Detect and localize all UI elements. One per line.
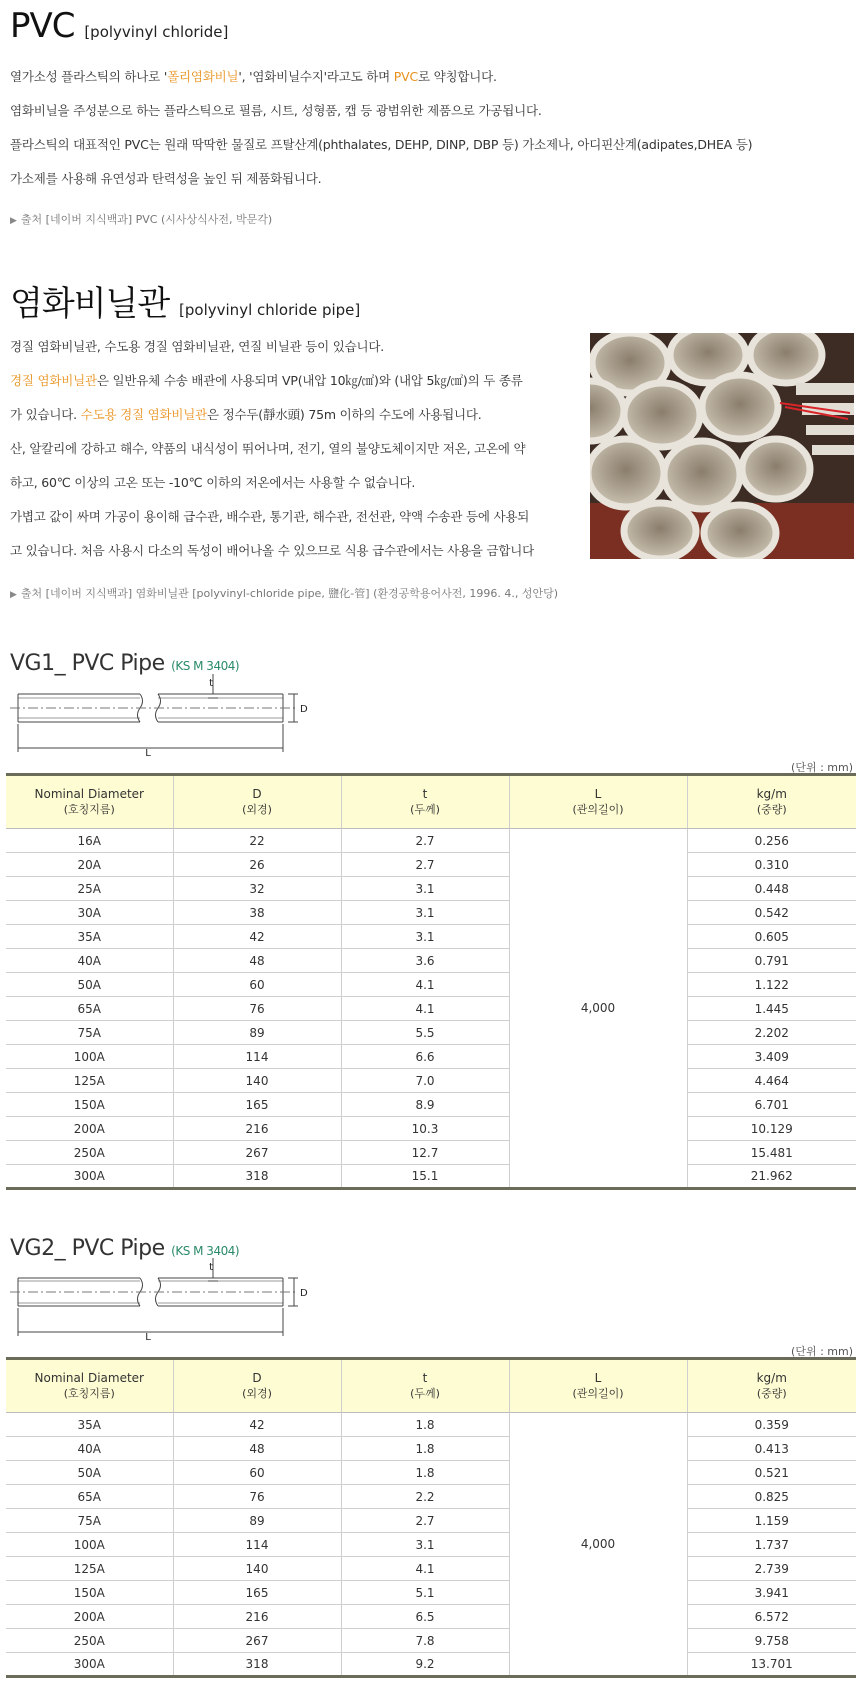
nominal-diameter-cell: 200A <box>6 1605 173 1629</box>
weight-cell: 6.701 <box>687 1093 856 1117</box>
nominal-diameter-cell: 125A <box>6 1069 173 1093</box>
weight-cell: 2.202 <box>687 1021 856 1045</box>
table-row <box>6 1045 856 1069</box>
table-row <box>6 925 856 949</box>
pipe-intro-description <box>10 330 580 568</box>
outer-diameter-cell: 267 <box>173 1141 341 1165</box>
thickness-cell: 10.3 <box>341 1117 509 1141</box>
pvc-line-2: 염화비닐을 주성분으로 하는 플라스틱으로 필름, 시트, 성형품, 캡 등 광범위한 제품으로 가공됩니다. <box>10 103 542 118</box>
thickness-cell: 1.8 <box>341 1437 509 1461</box>
header-thickness: t (두께) <box>341 1359 509 1413</box>
nominal-diameter-cell: 50A <box>6 1461 173 1485</box>
pvc-line-3: 플라스틱의 대표적인 PVC는 원래 딱딱한 물질로 프탈산계(phthalates, DEHP, DINP, DBP 등) 가소제나, 아디핀산계(adipates,DHEA 등) <box>10 137 753 152</box>
vg1-pipe-diagram <box>8 672 308 772</box>
outer-diameter-cell: 140 <box>173 1069 341 1093</box>
table-row <box>6 1165 856 1189</box>
pipe-intro-line-7: 고 있습니다. 처음 사용시 다소의 독성이 배어나올 수 있으므로 식용 급수관에서는 사용을 금합니다 <box>10 543 535 558</box>
table-row <box>6 1141 856 1165</box>
triangle-bullet-icon: ▶ <box>10 590 17 600</box>
outer-diameter-cell: 42 <box>173 1413 341 1437</box>
nominal-diameter-cell: 300A <box>6 1653 173 1677</box>
pipe-intro-line-6: 가볍고 값이 싸며 가공이 용이해 급수관, 배수관, 통기관, 해수관, 전선관, 약액 수송관 등에 사용되 <box>10 509 530 524</box>
table-row <box>6 1509 856 1533</box>
pipe-intro-line-4: 산, 알칼리에 강하고 해수, 약품의 내식성이 뛰어나며, 전기, 열의 불양도체이지만 저온, 고온에 약 <box>10 441 526 456</box>
outer-diameter-cell: 318 <box>173 1653 341 1677</box>
pvc-source: ▶ 출처 [네이버 지식백과] PVC (시사상식사전, 박문각) <box>10 213 273 226</box>
thickness-cell: 2.2 <box>341 1485 509 1509</box>
outer-diameter-cell: 42 <box>173 925 341 949</box>
diagram-label-l: L <box>145 1332 151 1343</box>
weight-cell: 13.701 <box>687 1653 856 1677</box>
outer-diameter-cell: 165 <box>173 1093 341 1117</box>
weight-cell: 10.129 <box>687 1117 856 1141</box>
table-row <box>6 1605 856 1629</box>
outer-diameter-cell: 114 <box>173 1045 341 1069</box>
table-row <box>6 949 856 973</box>
outer-diameter-cell: 48 <box>173 1437 341 1461</box>
thickness-cell: 2.7 <box>341 1509 509 1533</box>
nominal-diameter-cell: 250A <box>6 1629 173 1653</box>
header-nominal-diameter: Nominal Diameter (호칭지름) <box>6 775 173 829</box>
nominal-diameter-cell: 50A <box>6 973 173 997</box>
nominal-diameter-cell: 20A <box>6 853 173 877</box>
pvc-line-4: 가소제를 사용해 유연성과 탄력성을 높인 뒤 제품화됩니다. <box>10 171 322 186</box>
weight-cell: 15.481 <box>687 1141 856 1165</box>
table-row <box>6 829 856 853</box>
nominal-diameter-cell: 65A <box>6 997 173 1021</box>
thickness-cell: 6.6 <box>341 1045 509 1069</box>
outer-diameter-cell: 216 <box>173 1605 341 1629</box>
nominal-diameter-cell: 125A <box>6 1557 173 1581</box>
thickness-cell: 6.5 <box>341 1605 509 1629</box>
header-weight: kg/m (중량) <box>687 1359 856 1413</box>
weight-cell: 21.962 <box>687 1165 856 1189</box>
table-row <box>6 973 856 997</box>
header-outer-diameter: D (외경) <box>173 1359 341 1413</box>
vg2-title: VG2_ PVC Pipe <box>10 1236 165 1261</box>
weight-cell: 0.825 <box>687 1485 856 1509</box>
vg2-pipe-diagram <box>8 1256 308 1356</box>
vg1-title: VG1_ PVC Pipe <box>10 651 165 676</box>
outer-diameter-cell: 32 <box>173 877 341 901</box>
table-row <box>6 1653 856 1677</box>
vg1-header-row <box>6 775 856 829</box>
weight-cell: 0.605 <box>687 925 856 949</box>
weight-cell: 4.464 <box>687 1069 856 1093</box>
pipe-intro-line-5: 하고, 60℃ 이상의 고온 또는 -10℃ 이하의 저온에서는 사용할 수 없습니다. <box>10 475 416 490</box>
nominal-diameter-cell: 300A <box>6 1165 173 1189</box>
outer-diameter-cell: 76 <box>173 1485 341 1509</box>
vg2-spec-table <box>6 1357 856 1678</box>
outer-diameter-cell: 38 <box>173 901 341 925</box>
nominal-diameter-cell: 40A <box>6 1437 173 1461</box>
pvc-title: PVC <box>10 6 75 46</box>
nominal-diameter-cell: 100A <box>6 1045 173 1069</box>
thickness-cell: 4.1 <box>341 973 509 997</box>
thickness-cell: 3.6 <box>341 949 509 973</box>
vg1-spec-table <box>6 773 856 1190</box>
header-length: L (관의길이) <box>509 1359 687 1413</box>
thickness-cell: 8.9 <box>341 1093 509 1117</box>
header-weight: kg/m (중량) <box>687 775 856 829</box>
thickness-cell: 3.1 <box>341 925 509 949</box>
thickness-cell: 2.7 <box>341 829 509 853</box>
weight-cell: 9.758 <box>687 1629 856 1653</box>
weight-cell: 0.413 <box>687 1437 856 1461</box>
weight-cell: 3.409 <box>687 1045 856 1069</box>
length-cell: 4,000 <box>509 829 687 1189</box>
table-row <box>6 1437 856 1461</box>
vg2-header-row <box>6 1359 856 1413</box>
weight-cell: 0.359 <box>687 1413 856 1437</box>
weight-cell: 1.122 <box>687 973 856 997</box>
thickness-cell: 9.2 <box>341 1653 509 1677</box>
outer-diameter-cell: 318 <box>173 1165 341 1189</box>
table-row <box>6 1461 856 1485</box>
outer-diameter-cell: 216 <box>173 1117 341 1141</box>
outer-diameter-cell: 140 <box>173 1557 341 1581</box>
nominal-diameter-cell: 75A <box>6 1021 173 1045</box>
weight-cell: 0.542 <box>687 901 856 925</box>
thickness-cell: 5.5 <box>341 1021 509 1045</box>
nominal-diameter-cell: 250A <box>6 1141 173 1165</box>
weight-cell: 0.256 <box>687 829 856 853</box>
weight-cell: 1.445 <box>687 997 856 1021</box>
pipe-intro-line-1: 경질 염화비닐관, 수도용 경질 염화비닐관, 연질 비닐관 등이 있습니다. <box>10 339 385 354</box>
thickness-cell: 5.1 <box>341 1581 509 1605</box>
weight-cell: 0.310 <box>687 853 856 877</box>
thickness-cell: 1.8 <box>341 1413 509 1437</box>
diagram-label-l: L <box>145 748 151 759</box>
table-row <box>6 853 856 877</box>
pvc-heading <box>10 6 228 46</box>
diagram-label-d: D <box>300 704 308 715</box>
weight-cell: 2.739 <box>687 1557 856 1581</box>
nominal-diameter-cell: 30A <box>6 901 173 925</box>
pvc-description <box>10 60 860 196</box>
table-row <box>6 1413 856 1437</box>
thickness-cell: 3.1 <box>341 901 509 925</box>
pipe-intro-source: ▶ 출처 [네이버 지식백과] 염화비닐관 [polyvinyl-chloride pipe, 鹽化-管] (환경공학용어사전, 1996. 4., 성안당) <box>10 587 559 600</box>
table-row <box>6 1021 856 1045</box>
outer-diameter-cell: 89 <box>173 1509 341 1533</box>
pipe-intro-line-2: 경질 염화비닐관은 일반유체 수송 배관에 사용되며 VP(내압 10㎏/㎠)와 (내압 5㎏/㎠)의 두 종류 <box>10 373 523 388</box>
nominal-diameter-cell: 75A <box>6 1509 173 1533</box>
outer-diameter-cell: 89 <box>173 1021 341 1045</box>
weight-cell: 0.521 <box>687 1461 856 1485</box>
diagram-label-t: t <box>209 1262 213 1273</box>
outer-diameter-cell: 60 <box>173 1461 341 1485</box>
table-row <box>6 1485 856 1509</box>
triangle-bullet-icon: ▶ <box>10 216 17 226</box>
weight-cell: 3.941 <box>687 1581 856 1605</box>
outer-diameter-cell: 26 <box>173 853 341 877</box>
vg2-unit: (단위 : mm) <box>791 1345 853 1358</box>
pvc-subtitle: [polyvinyl chloride] <box>84 23 229 41</box>
table-row <box>6 1093 856 1117</box>
pipe-intro-heading <box>10 276 360 325</box>
nominal-diameter-cell: 16A <box>6 829 173 853</box>
outer-diameter-cell: 60 <box>173 973 341 997</box>
weight-cell: 0.448 <box>687 877 856 901</box>
table-row <box>6 997 856 1021</box>
diagram-label-t: t <box>209 678 213 689</box>
header-nominal-diameter: Nominal Diameter (호칭지름) <box>6 1359 173 1413</box>
table-row <box>6 877 856 901</box>
pvc-line-1: 열가소성 플라스틱의 하나로 '폴리염화비닐', '염화비닐수지'라고도 하며 PVC로 약칭합니다. <box>10 69 497 84</box>
outer-diameter-cell: 76 <box>173 997 341 1021</box>
thickness-cell: 12.7 <box>341 1141 509 1165</box>
outer-diameter-cell: 165 <box>173 1581 341 1605</box>
vg1-unit: (단위 : mm) <box>791 761 853 774</box>
weight-cell: 1.159 <box>687 1509 856 1533</box>
nominal-diameter-cell: 35A <box>6 1413 173 1437</box>
nominal-diameter-cell: 25A <box>6 877 173 901</box>
weight-cell: 1.737 <box>687 1533 856 1557</box>
thickness-cell: 3.1 <box>341 877 509 901</box>
outer-diameter-cell: 22 <box>173 829 341 853</box>
nominal-diameter-cell: 150A <box>6 1093 173 1117</box>
thickness-cell: 15.1 <box>341 1165 509 1189</box>
vg1-standard: (KS M 3404) <box>171 659 240 673</box>
diagram-label-d: D <box>300 1288 308 1299</box>
length-cell: 4,000 <box>509 1413 687 1677</box>
header-thickness: t (두께) <box>341 775 509 829</box>
thickness-cell: 3.1 <box>341 1533 509 1557</box>
thickness-cell: 1.8 <box>341 1461 509 1485</box>
table-row <box>6 1581 856 1605</box>
nominal-diameter-cell: 65A <box>6 1485 173 1509</box>
header-length: L (관의길이) <box>509 775 687 829</box>
thickness-cell: 2.7 <box>341 853 509 877</box>
nominal-diameter-cell: 40A <box>6 949 173 973</box>
pvc-pipe-photo <box>590 333 854 559</box>
pipe-intro-line-3: 가 있습니다. 수도용 경질 염화비닐관은 정수두(靜水頭) 75m 이하의 수도에 사용됩니다. <box>10 407 482 422</box>
thickness-cell: 4.1 <box>341 997 509 1021</box>
table-row <box>6 1069 856 1093</box>
table-row <box>6 1117 856 1141</box>
nominal-diameter-cell: 100A <box>6 1533 173 1557</box>
weight-cell: 6.572 <box>687 1605 856 1629</box>
outer-diameter-cell: 267 <box>173 1629 341 1653</box>
thickness-cell: 7.0 <box>341 1069 509 1093</box>
table-row <box>6 1533 856 1557</box>
header-outer-diameter: D (외경) <box>173 775 341 829</box>
weight-cell: 0.791 <box>687 949 856 973</box>
vg2-standard: (KS M 3404) <box>171 1244 240 1258</box>
nominal-diameter-cell: 150A <box>6 1581 173 1605</box>
outer-diameter-cell: 48 <box>173 949 341 973</box>
table-row <box>6 1557 856 1581</box>
pipe-intro-title: 염화비닐관 <box>10 284 170 324</box>
outer-diameter-cell: 114 <box>173 1533 341 1557</box>
table-row <box>6 1629 856 1653</box>
nominal-diameter-cell: 200A <box>6 1117 173 1141</box>
nominal-diameter-cell: 35A <box>6 925 173 949</box>
thickness-cell: 4.1 <box>341 1557 509 1581</box>
thickness-cell: 7.8 <box>341 1629 509 1653</box>
pipe-intro-subtitle: [polyvinyl chloride pipe] <box>179 301 361 319</box>
table-row <box>6 901 856 925</box>
